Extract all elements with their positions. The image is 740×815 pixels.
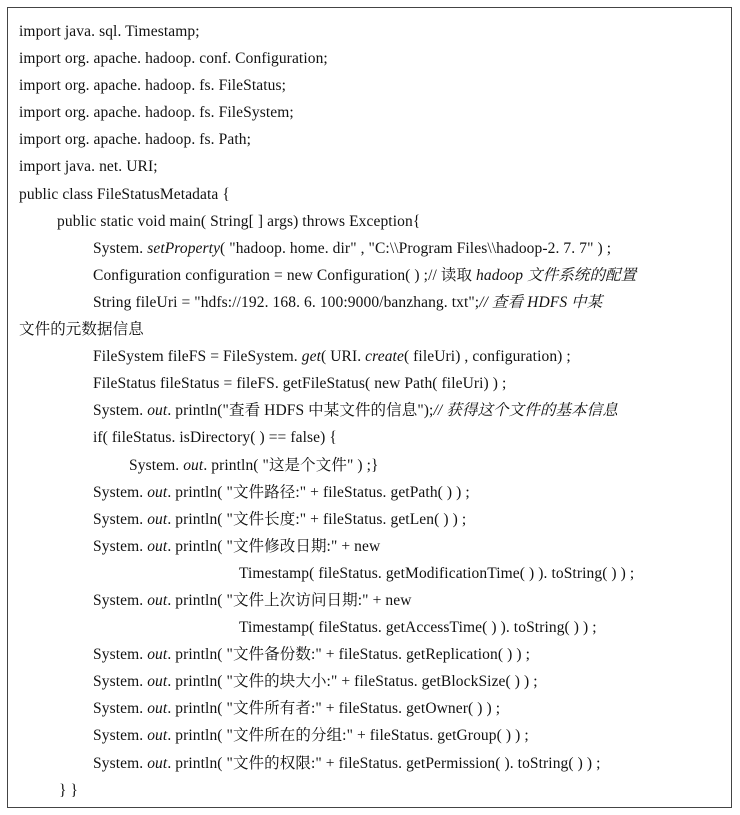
code-line-15: [19, 397, 725, 424]
code-token: System.: [93, 727, 148, 745]
code-line-5: import org. apache. hadoop. fs. Path;: [19, 131, 251, 149]
code-token: . println( "文件所在的分组:" + fileStatus. getGroup( ) ) ;: [167, 727, 529, 745]
code-line-19: [19, 506, 725, 533]
code-token-italic: out: [147, 754, 168, 772]
code-token: . println( "文件的权限:" + fileStatus. getPermission( ). toString( ) ) ;: [167, 754, 601, 772]
code-token: System.: [93, 402, 148, 420]
code-line-12-wrapped-comment: 文件的元数据信息: [19, 321, 144, 339]
code-token: ( fileUri) , configuration) ;: [403, 348, 571, 366]
code-token: . println( "文件的块大小:" + fileStatus. getBlockSize( ) ) ;: [167, 673, 538, 691]
code-comment-italic: // 获得这个文件的基本信息: [433, 402, 618, 420]
code-token: . println( "文件修改日期:" + new: [167, 537, 381, 555]
code-token-italic: out: [183, 456, 204, 474]
code-lines: [19, 18, 725, 804]
code-token: . println( "文件上次访问日期:" + new: [167, 591, 412, 609]
code-token: FileSystem fileFS = FileSystem.: [93, 348, 302, 366]
code-token: System.: [93, 510, 148, 528]
code-line-25: [19, 668, 725, 695]
code-token-italic: out: [147, 510, 168, 528]
code-line-24: [19, 641, 725, 668]
code-line-8: public static void main( String[ ] args) throws Exception{: [57, 212, 421, 230]
code-line-11: [19, 289, 725, 316]
code-line-21: Timestamp( fileStatus. getModificationTime( ) ). toString( ) ) ;: [239, 564, 635, 582]
code-line-1: import java. sql. Timestamp;: [19, 23, 200, 40]
code-token: . println( "文件长度:" + fileStatus. getLen( ) ) ;: [167, 510, 467, 528]
code-token-italic: out: [147, 646, 168, 664]
code-token: . println( "文件所有者:" + fileStatus. getOwner( ) ) ;: [167, 700, 501, 718]
code-token: System.: [93, 483, 148, 501]
code-line-20: [19, 533, 725, 560]
code-comment-italic: hadoop: [476, 266, 524, 284]
code-token-italic: get: [301, 348, 321, 366]
code-token: System.: [93, 239, 148, 257]
code-line-13: [19, 343, 725, 370]
code-token-italic: out: [147, 483, 168, 501]
code-token-italic: out: [147, 673, 168, 691]
code-line-17: [19, 452, 725, 479]
code-token: System.: [93, 700, 148, 718]
code-line-10: [19, 262, 725, 289]
code-token: System.: [93, 754, 148, 772]
code-line-4: import org. apache. hadoop. fs. FileSystem;: [19, 104, 294, 122]
code-token: String fileUri = "hdfs://192. 168. 6. 100:9000/banzhang. txt";: [93, 293, 480, 311]
code-line-23: Timestamp( fileStatus. getAccessTime( ) ). toString( ) ) ;: [239, 619, 597, 637]
code-token-italic: out: [147, 402, 168, 420]
code-line-6: import java. net. URI;: [19, 158, 158, 176]
code-listing-box: [7, 7, 732, 808]
code-token-italic: out: [147, 727, 168, 745]
code-token: . println( "文件备份数:" + fileStatus. getReplication( ) ) ;: [167, 646, 530, 664]
code-token: . println( "这是个文件" ) ;}: [203, 456, 379, 474]
code-line-3: import org. apache. hadoop. fs. FileStatus;: [19, 77, 287, 95]
code-token: System.: [93, 673, 148, 691]
code-token: System.: [93, 646, 148, 664]
code-token: System.: [93, 537, 148, 555]
code-token: . println("查看 HDFS 中某文件的信息");: [167, 402, 434, 420]
code-token-italic: out: [147, 700, 168, 718]
code-line-22: [19, 587, 725, 614]
code-token: . println( "文件路径:" + fileStatus. getPath( ) ) ;: [167, 483, 470, 501]
code-token-italic: create: [365, 348, 404, 366]
code-line-9: [19, 235, 725, 262]
code-line-29: } }: [59, 781, 79, 799]
code-token-italic: out: [147, 537, 168, 555]
code-token-italic: setProperty: [147, 239, 221, 257]
code-token-italic: out: [147, 591, 168, 609]
code-line-7: public class FileStatusMetadata {: [19, 185, 230, 203]
code-token: ( "hadoop. home. dir" , "C:\\Program Files\\hadoop-2. 7. 7" ) ;: [220, 239, 612, 257]
code-token: ( URI.: [320, 348, 366, 366]
code-line-16: if( fileStatus. isDirectory( ) == false) {: [93, 429, 337, 447]
code-token: System.: [93, 591, 148, 609]
code-comment-italic: // 查看 HDFS 中某: [479, 293, 603, 311]
code-token: System.: [129, 456, 184, 474]
code-comment-italic: 文件系统的配置: [523, 266, 637, 284]
code-line-18: [19, 479, 725, 506]
code-token: Configuration configuration = new Configuration( ) ;// 读取: [93, 266, 477, 284]
code-line-14: FileStatus fileStatus = fileFS. getFileStatus( new Path( fileUri) ) ;: [93, 375, 507, 393]
code-line-2: import org. apache. hadoop. conf. Configuration;: [19, 50, 328, 68]
code-line-26: [19, 695, 725, 722]
code-line-27: [19, 722, 725, 749]
code-line-28: [19, 750, 725, 777]
